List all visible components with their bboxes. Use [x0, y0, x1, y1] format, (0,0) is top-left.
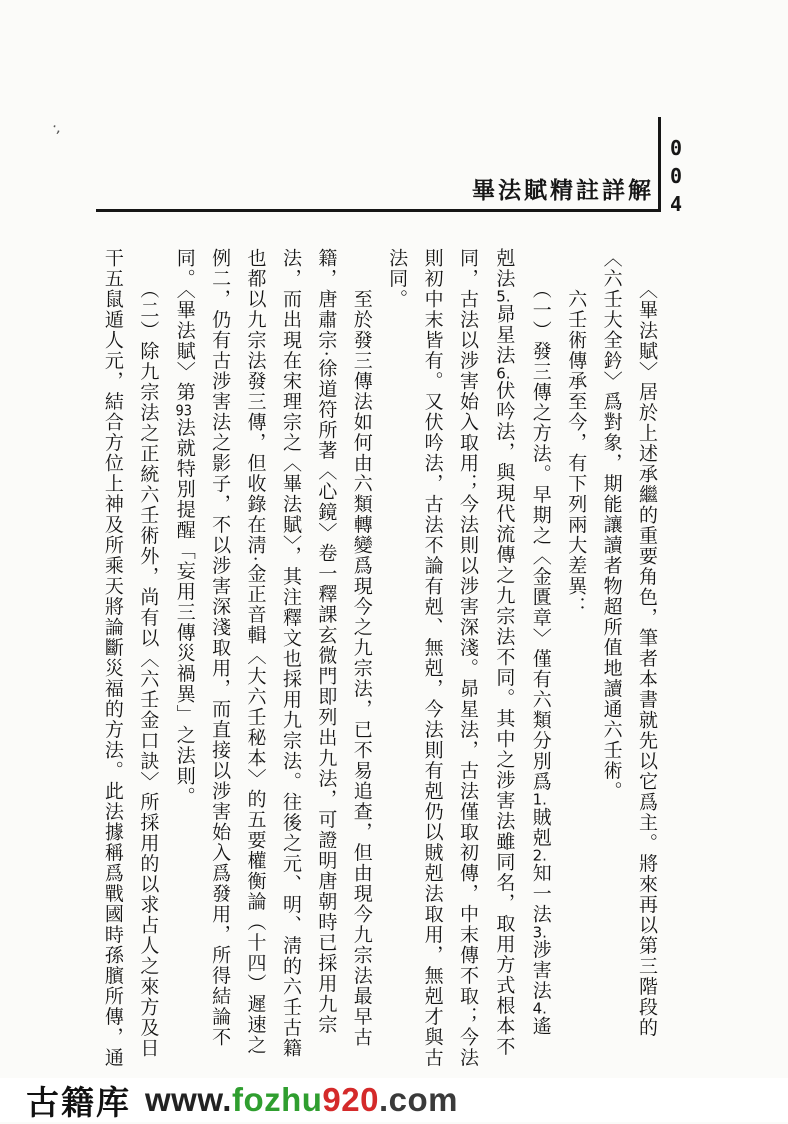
inline-number: 1.: [532, 792, 547, 807]
watermark-url-920: 920: [322, 1081, 379, 1118]
header-horizontal-rule: [96, 209, 661, 212]
watermark-url: [145, 1081, 458, 1119]
watermark-url-www: www.: [145, 1081, 232, 1118]
text-column: 干五鼠遁人元，結合方位上神及所乘天將論斷災福的方法。此法據稱爲戰國時孫臏所傳，通: [101, 248, 123, 1068]
scan-artifact-mark: ·,: [50, 117, 64, 137]
watermark-bar: [0, 1078, 788, 1122]
text-column: 籍，唐肅宗·徐道符所著〈心鏡〉卷一釋課玄微門即列出九法，可證明唐朝時已採用九宗: [315, 248, 337, 1035]
header-vertical-rule: [658, 117, 661, 212]
inline-number: 5.: [496, 289, 511, 304]
inline-number: 93: [175, 402, 192, 418]
text-column: 剋法5.昴星法6.伏吟法，與現代流傳之九宗法不同。其中之涉害法雖同名，取用方式根本不: [493, 248, 515, 1057]
inline-number: 2.: [532, 848, 547, 863]
text-column: 六壬術傳承至今，有下列兩大差異：: [565, 248, 587, 617]
text-area: [95, 248, 665, 1080]
book-title-header: 畢法賦精註詳解: [472, 178, 654, 203]
text-column: 〈六壬大全鈐〉爲對象，期能讓讀者物超所值地讀通六壬術。: [600, 248, 622, 802]
page-number: 004: [664, 136, 688, 220]
text-column: （一）發三傳之方法。早期之〈金匱章〉僅有六類分別爲1.賊剋2.知一法3.涉害法4.遙: [529, 248, 551, 1037]
inline-number: 3.: [532, 924, 547, 940]
watermark-url-fozhu: fozhu: [231, 1081, 323, 1118]
text-column: 例二，仍有古涉害法之影子，不以涉害深淺取用，而直接以涉害始入爲發用，所得結論不: [209, 248, 231, 1048]
text-column: 同，古法以涉害始入取用；今法則以涉害深淺。昴星法，古法僅取初傳，中末傳不取；今法: [456, 248, 478, 1068]
text-column: 法，而出現在宋理宗之〈畢法賦〉，其注釋文也採用九宗法。往後之元、明、淸的六壬古籍: [279, 248, 301, 1059]
text-column: （二）除九宗法之正統六壬術外，尚有以〈六壬金口訣〉所採用的以求占人之來方及日: [137, 248, 159, 1059]
text-column: 〈畢法賦〉居於上述承繼的重要角色，筆者本書就先以它爲主。將來再以第三階段的: [636, 248, 657, 1038]
text-column: 至於發三傳法如何由六類轉變爲現今之九宗法，已不易追查，但由現今九宗法最早古: [350, 248, 372, 1048]
inline-number: 6.: [496, 365, 511, 381]
text-column: 同。〈畢法賦〉第93法就特別提醒「妄用三傳災禍異」之法則。: [173, 248, 195, 807]
text-column: 則初中末皆有。又伏吟法，古法不論有剋、無剋，今法則有剋仍以賊剋法取用，無剋才與古: [421, 248, 443, 1068]
watermark-url-com: .com: [378, 1081, 459, 1118]
text-column: 法同。: [386, 248, 408, 310]
text-column: 也都以九宗法發三傳，但收錄在淸·金正音輯〈大六壬秘本〉的五要權衡論（十四）遲速之: [244, 248, 266, 1056]
watermark-label: 古籍库: [26, 1083, 131, 1121]
inline-number: 4.: [532, 1001, 547, 1016]
